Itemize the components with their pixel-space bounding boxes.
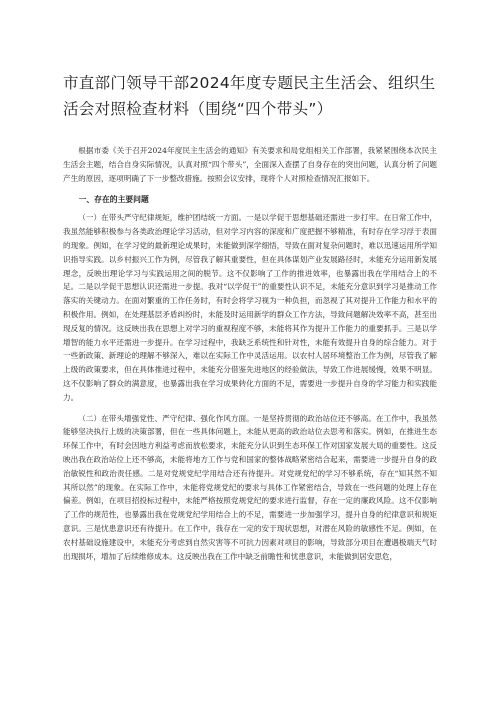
- paragraph-discipline: （一）在带头严守纪律规矩，维护团结统一方面。一是以学促干思想基础还需进一步打牢。在日常工作中，我虽然能够积极参与各类政治理论学习活动，但对学习内容的深度和广度把握不够精准，有时存在学习浮于表面的现象。例如，在学习党的最新理论成果时，未能做到深学细悟，导致在面对复杂问题时，难以迅速运用所学知识指导实践。以乡村振兴工作为例，尽管我了解其重要性，但在具体谋划产业发展路径时，未能充分运用新发展理念，反映出理论学习与实践运用之间的脱节。这不仅影响了工作的推进效率，也暴露出我在学用结合上的不足。二是以学促干思想认识还需进一步提。我对“以学促干”的重要性认识不足，未能充分意识到学习是推动工作落实的关键动力。在面对繁重的工作任务时，有时会将学习视为一种负担，而忽视了其对提升工作能力和水平的积极作用。例如，在处理基层矛盾纠纷时，未能及时运用新学的群众工作方法，导致问题解决效率不高，甚至出现反复的情况。这反映出我在思想上对学习的重视程度不够，未能将其作为提升工作能力的重要抓手。三是以学增智的能力水平还需进一步提升。在学习过程中，我缺乏系统性和针对性，未能有效提升自身的综合能力。对于一些新政策、新理论的理解不够深入，难以在实际工作中灵活运用。以农村人居环境整治工作为例，尽管我了解上级的政策要求，但在具体推进过程中，未能充分借鉴先进地区的经验做法，导致工作进展缓慢，效果不明显。这不仅影响了群众的满意度，也暴露出我在学习成果转化方面的不足，需要进一步提升自身的学习能力和实践能力。: [63, 213, 437, 402]
- paragraph-party-spirit: （二）在带头增强党性、严守纪律、强化作风方面。一是坚持贯彻的政治站位还不够高。在工作中，我虽然能够坚决执行上级的决策部署，但在一些具体问题上，未能从更高的政治站位去思考和落实。例如，在推进生态环保工作中，有时会因地方利益考虑而放松要求，未能充分认识到生态环保工作对国家发展大局的重要性。这反映出我在政治站位上还不够高，未能将地方工作与党和国家的整体战略紧密结合起来，需要进一步提升自身的政治敏锐性和政治责任感。二是对党规党纪学用结合还有待提升。对党规党纪的学习不够系统，存在“知其然不知其所以然”的现象。在实际工作中，未能将党规党纪的要求与具体工作紧密结合，导致在一些问题的处理上存在偏差。例如，在项目招投标过程中，未能严格按照党规党纪的要求进行监督，存在一定的廉政风险。这不仅影响了工作的规范性，也暴露出我在党规党纪学用结合上的不足，需要进一步加强学习，提升自身的纪律意识和规矩意识。三是忧患意识还有待提升。在工作中，我存在一定的安于现状思想，对潜在风险的敏感性不足。例如，在农村基础设施建设中，未能充分考虑到自然灾害等不可抗力因素对项目的影响，导致部分项目在遭遇极端天气时出现损坏，增加了后续维修成本。这反映出我在工作中缺乏前瞻性和忧患意识，未能做到居安思危，: [63, 413, 437, 561]
- intro-paragraph: 根据市委《关于召开2024年度民主生活会的通知》有关要求和局党组相关工作部署，我紧紧围绕本次民主生活会主题，结合自身实际情况，认真对照“四个带头”，全面深入查摆了自身存在的突出问题，认真分析了问题产生的原因，逐项明确了下一步整改措施。按照会议安排，现将个人对照检查情况汇报如下。: [63, 146, 437, 183]
- paragraph-gap: [63, 405, 437, 412]
- section-heading-problems: 一、存在的主要问题: [78, 195, 149, 205]
- document-title: 市直部门领导干部2024年度专题民主生活会、组织生活会对照检查材料（围绕“四个带头”）: [63, 74, 436, 118]
